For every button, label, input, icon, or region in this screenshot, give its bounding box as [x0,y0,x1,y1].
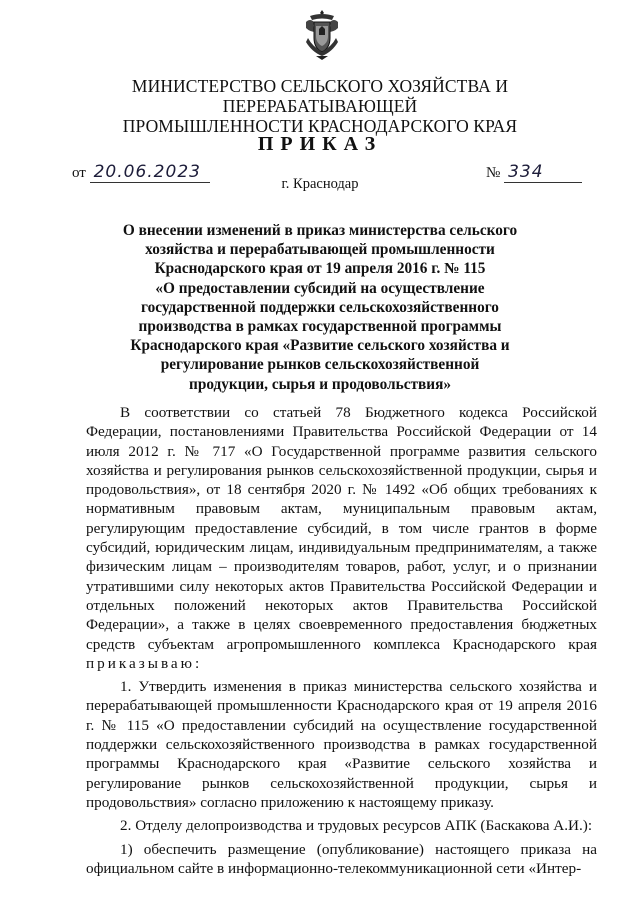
ministry-name [40,76,600,136]
order-body [86,403,597,882]
order-subject [100,221,540,394]
subject-line: Краснодарского края от 19 апреля 2016 г. № 115 [154,260,486,278]
preamble-text: В соответствии со статьей 78 Бюджетного кодекса Российской Федерации, постановлениями Правительства Российской Федерации от 14 июля 2012 г. № 717 «О Государственной программе развития сельского хозяйства и регулирования рынков сельскохозяйственной продукции, сырья и продовольствия», от 18 сентября 2020 г. № 1492 «Об общих требованиях к нормативным правовым актам, муниципальным правовым актам, регулирующим предоставление субсидий, в том числе грантов в форме субсидий, юридическим лицам, индивидуальным предпринимателям, а также физическим лицам – производителям товаров, работ, услуг, и о признании утратившими силу некоторых актов Правительства Российской Федерации и отдельных положений некоторых актов Правительства Российской Федерации», а также в целях своевременного предоставления бюджетных средств субъектам агропромышленного комплекса Краснодарского края [86,404,597,653]
order-word: приказываю: [86,654,203,672]
subject-line: Краснодарского края «Развитие сельского хозяйства и [130,337,510,355]
item-1-paragraph: 1. Утвердить изменения в приказ министерства сельского хозяйства и перерабатывающей промышленности Краснодарского края от 19 апреля 2016 г. № 115 «О предоставлении субсидий на осуществление государственной поддержки сельскохозяйственного производства в рамках государственной программы Краснодарского края «Развитие сельского хозяйства и регулирование рынков сельскохозяйственной продукции, сырья и продовольствия» согласно приложению к настоящему приказу. [86,678,597,811]
ministry-line: ПРОМЫШЛЕННОСТИ КРАСНОДАРСКОГО КРАЯ [122,116,518,136]
ministry-line: МИНИСТЕРСТВО СЕЛЬСКОГО ХОЗЯЙСТВА И ПЕРЕРАБАТЫВАЮЩЕЙ [131,76,509,116]
item-2-1-paragraph: 1) обеспечить размещение (опубликование) настоящего приказа на официальном сайте в информационно-телекоммуникационной сети «Интер- [86,840,597,877]
city-label: г. Краснодар [281,176,359,192]
subject-line: «О предоставлении субсидий на осуществление [155,279,485,297]
subject-line: государственной поддержки сельскохозяйственного [141,298,499,316]
preamble-paragraph [86,403,597,673]
subject-line: О внесении изменений в приказ министерства сельского [122,222,518,239]
number-prefix: № [486,165,501,181]
item-2-paragraph: 2. Отделу делопроизводства и трудовых ресурсов АПК (Баскакова А.И.): [120,817,593,835]
handwritten-date: 20.06.2023 [90,162,210,183]
document-type-title: ПРИКАЗ [257,133,383,155]
krasnodar-coat-of-arms-icon [302,8,342,62]
handwritten-number: 334 [504,162,582,183]
subject-line: регулирование рынков сельскохозяйственной [160,356,480,374]
subject-line: продукции, сырья и продовольствия» [189,375,451,393]
subject-line: производства в рамках государственной программы [138,318,502,336]
subject-line: хозяйства и перерабатывающей промышленности [145,241,495,259]
date-prefix: от [72,165,86,181]
